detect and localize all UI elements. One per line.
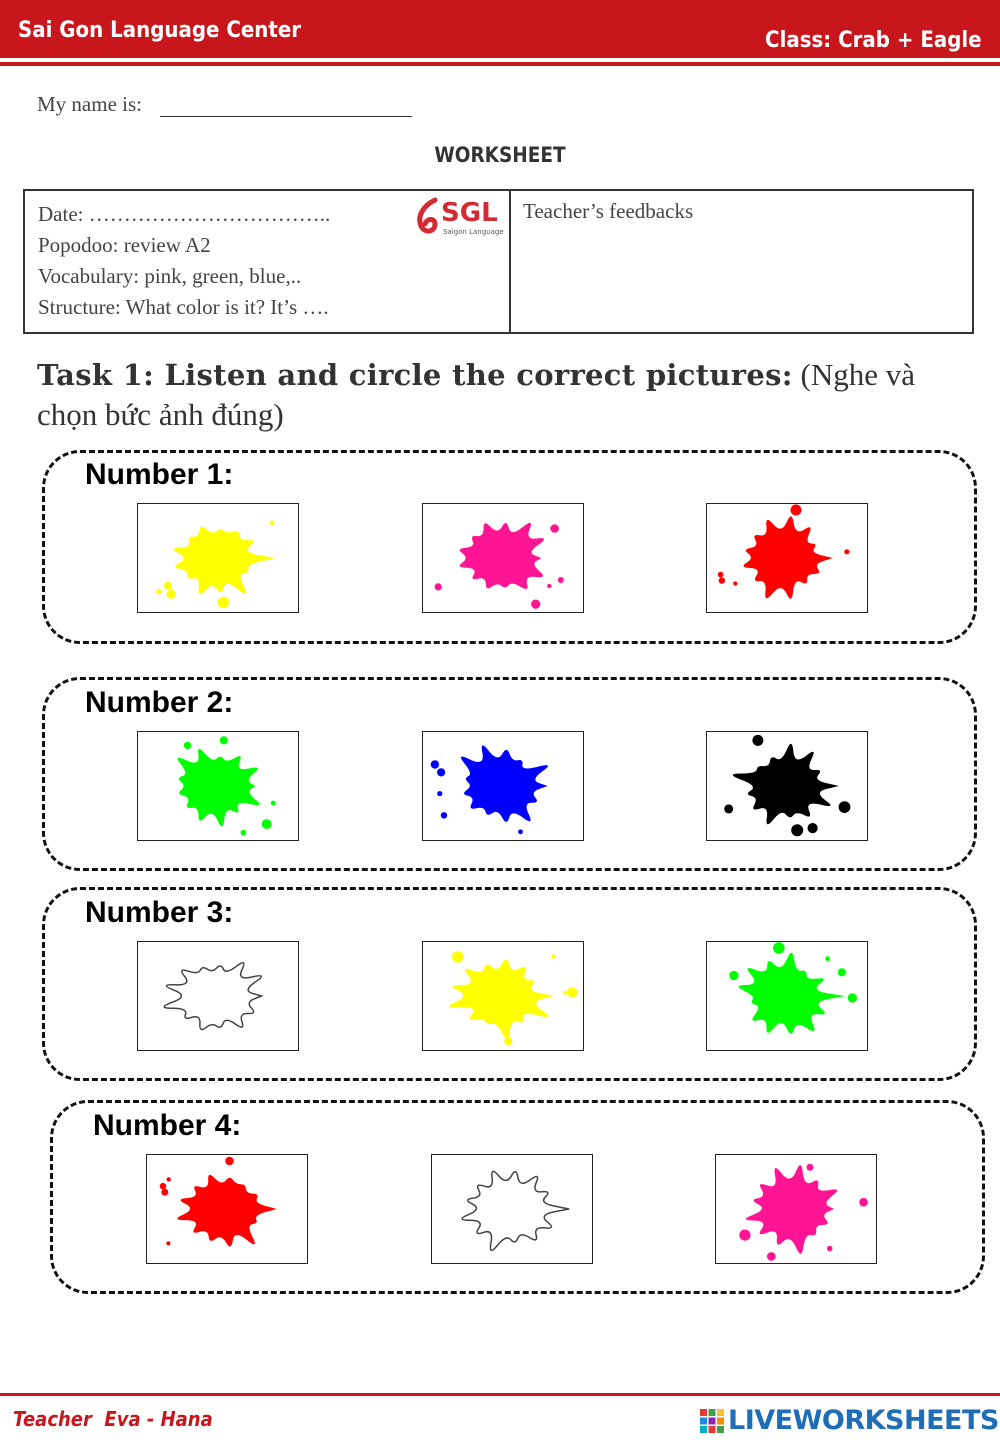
picture-option[interactable]: [422, 503, 584, 613]
teacher-feedback-label: Teacher’s feedbacks: [523, 199, 694, 223]
header-divider: [0, 62, 1000, 66]
picture-option[interactable]: [137, 731, 299, 841]
question-label-4: Number 4:: [93, 1109, 242, 1142]
picture-option[interactable]: [706, 941, 868, 1051]
pink-paint-splat-icon: [716, 1155, 878, 1265]
name-label: My name is:: [37, 92, 142, 116]
picture-option[interactable]: [706, 731, 868, 841]
black-paint-splat-icon: [707, 732, 869, 842]
popodoo-line: Popodoo: review A2: [38, 233, 211, 257]
lesson-info: [38, 199, 330, 323]
yellow-paint-splat-icon: [423, 942, 585, 1052]
blue-paint-splat-icon: [423, 732, 585, 842]
picture-option[interactable]: [706, 503, 868, 613]
picture-option[interactable]: [422, 731, 584, 841]
task-translation: (Nghe và chọn bức ảnh đúng): [37, 357, 915, 432]
task-instruction: [37, 355, 967, 435]
sgl-swirl-icon: [413, 196, 443, 238]
question-label-1: Number 1:: [85, 458, 234, 491]
worksheet-title: WORKSHEET: [434, 143, 566, 167]
date-line: Date: ……………………………..: [38, 202, 331, 226]
class-label: Class: Crab + Eagle: [765, 28, 982, 53]
green-paint-splat-icon: [707, 942, 869, 1052]
info-table: [23, 189, 974, 334]
picture-option[interactable]: [422, 941, 584, 1051]
name-input-line[interactable]: [160, 96, 412, 117]
header-bar: [0, 0, 1000, 58]
question-label-3: Number 3:: [85, 896, 234, 929]
center-name: Sai Gon Language Center: [18, 18, 302, 43]
liveworksheets-icon: [700, 1409, 724, 1433]
red-paint-splat-icon: [147, 1155, 309, 1265]
info-divider: [509, 191, 511, 332]
structure-line: Structure: What color is it? It’s ….: [38, 295, 329, 319]
liveworksheets-logo: [700, 1405, 999, 1437]
sgl-logo: [413, 196, 509, 238]
name-row: [37, 92, 412, 117]
picture-option[interactable]: [715, 1154, 877, 1264]
picture-option[interactable]: [137, 941, 299, 1051]
green-paint-splat-icon: [138, 732, 300, 842]
yellow-paint-splat-icon: [138, 504, 300, 614]
picture-option[interactable]: [431, 1154, 593, 1264]
outline-paint-splat-icon: [138, 942, 300, 1052]
picture-option[interactable]: [146, 1154, 308, 1264]
task-title: Task 1: Listen and circle the correct pictures:: [37, 358, 793, 392]
liveworksheets-brand: LIVEWORKSHEETS: [728, 1405, 999, 1436]
red-paint-splat-icon: [707, 504, 869, 614]
footer-divider: [0, 1393, 1000, 1396]
teacher-names: Teacher Eva - Hana: [13, 1407, 213, 1431]
outline-paint-splat-icon: [432, 1155, 594, 1265]
sgl-logo-text: SGL: [441, 198, 498, 228]
pink-paint-splat-icon: [423, 504, 585, 614]
sgl-logo-subtitle: Saigon Language: [443, 228, 504, 236]
picture-option[interactable]: [137, 503, 299, 613]
question-label-2: Number 2:: [85, 686, 234, 719]
vocabulary-line: Vocabulary: pink, green, blue,..: [38, 264, 302, 288]
